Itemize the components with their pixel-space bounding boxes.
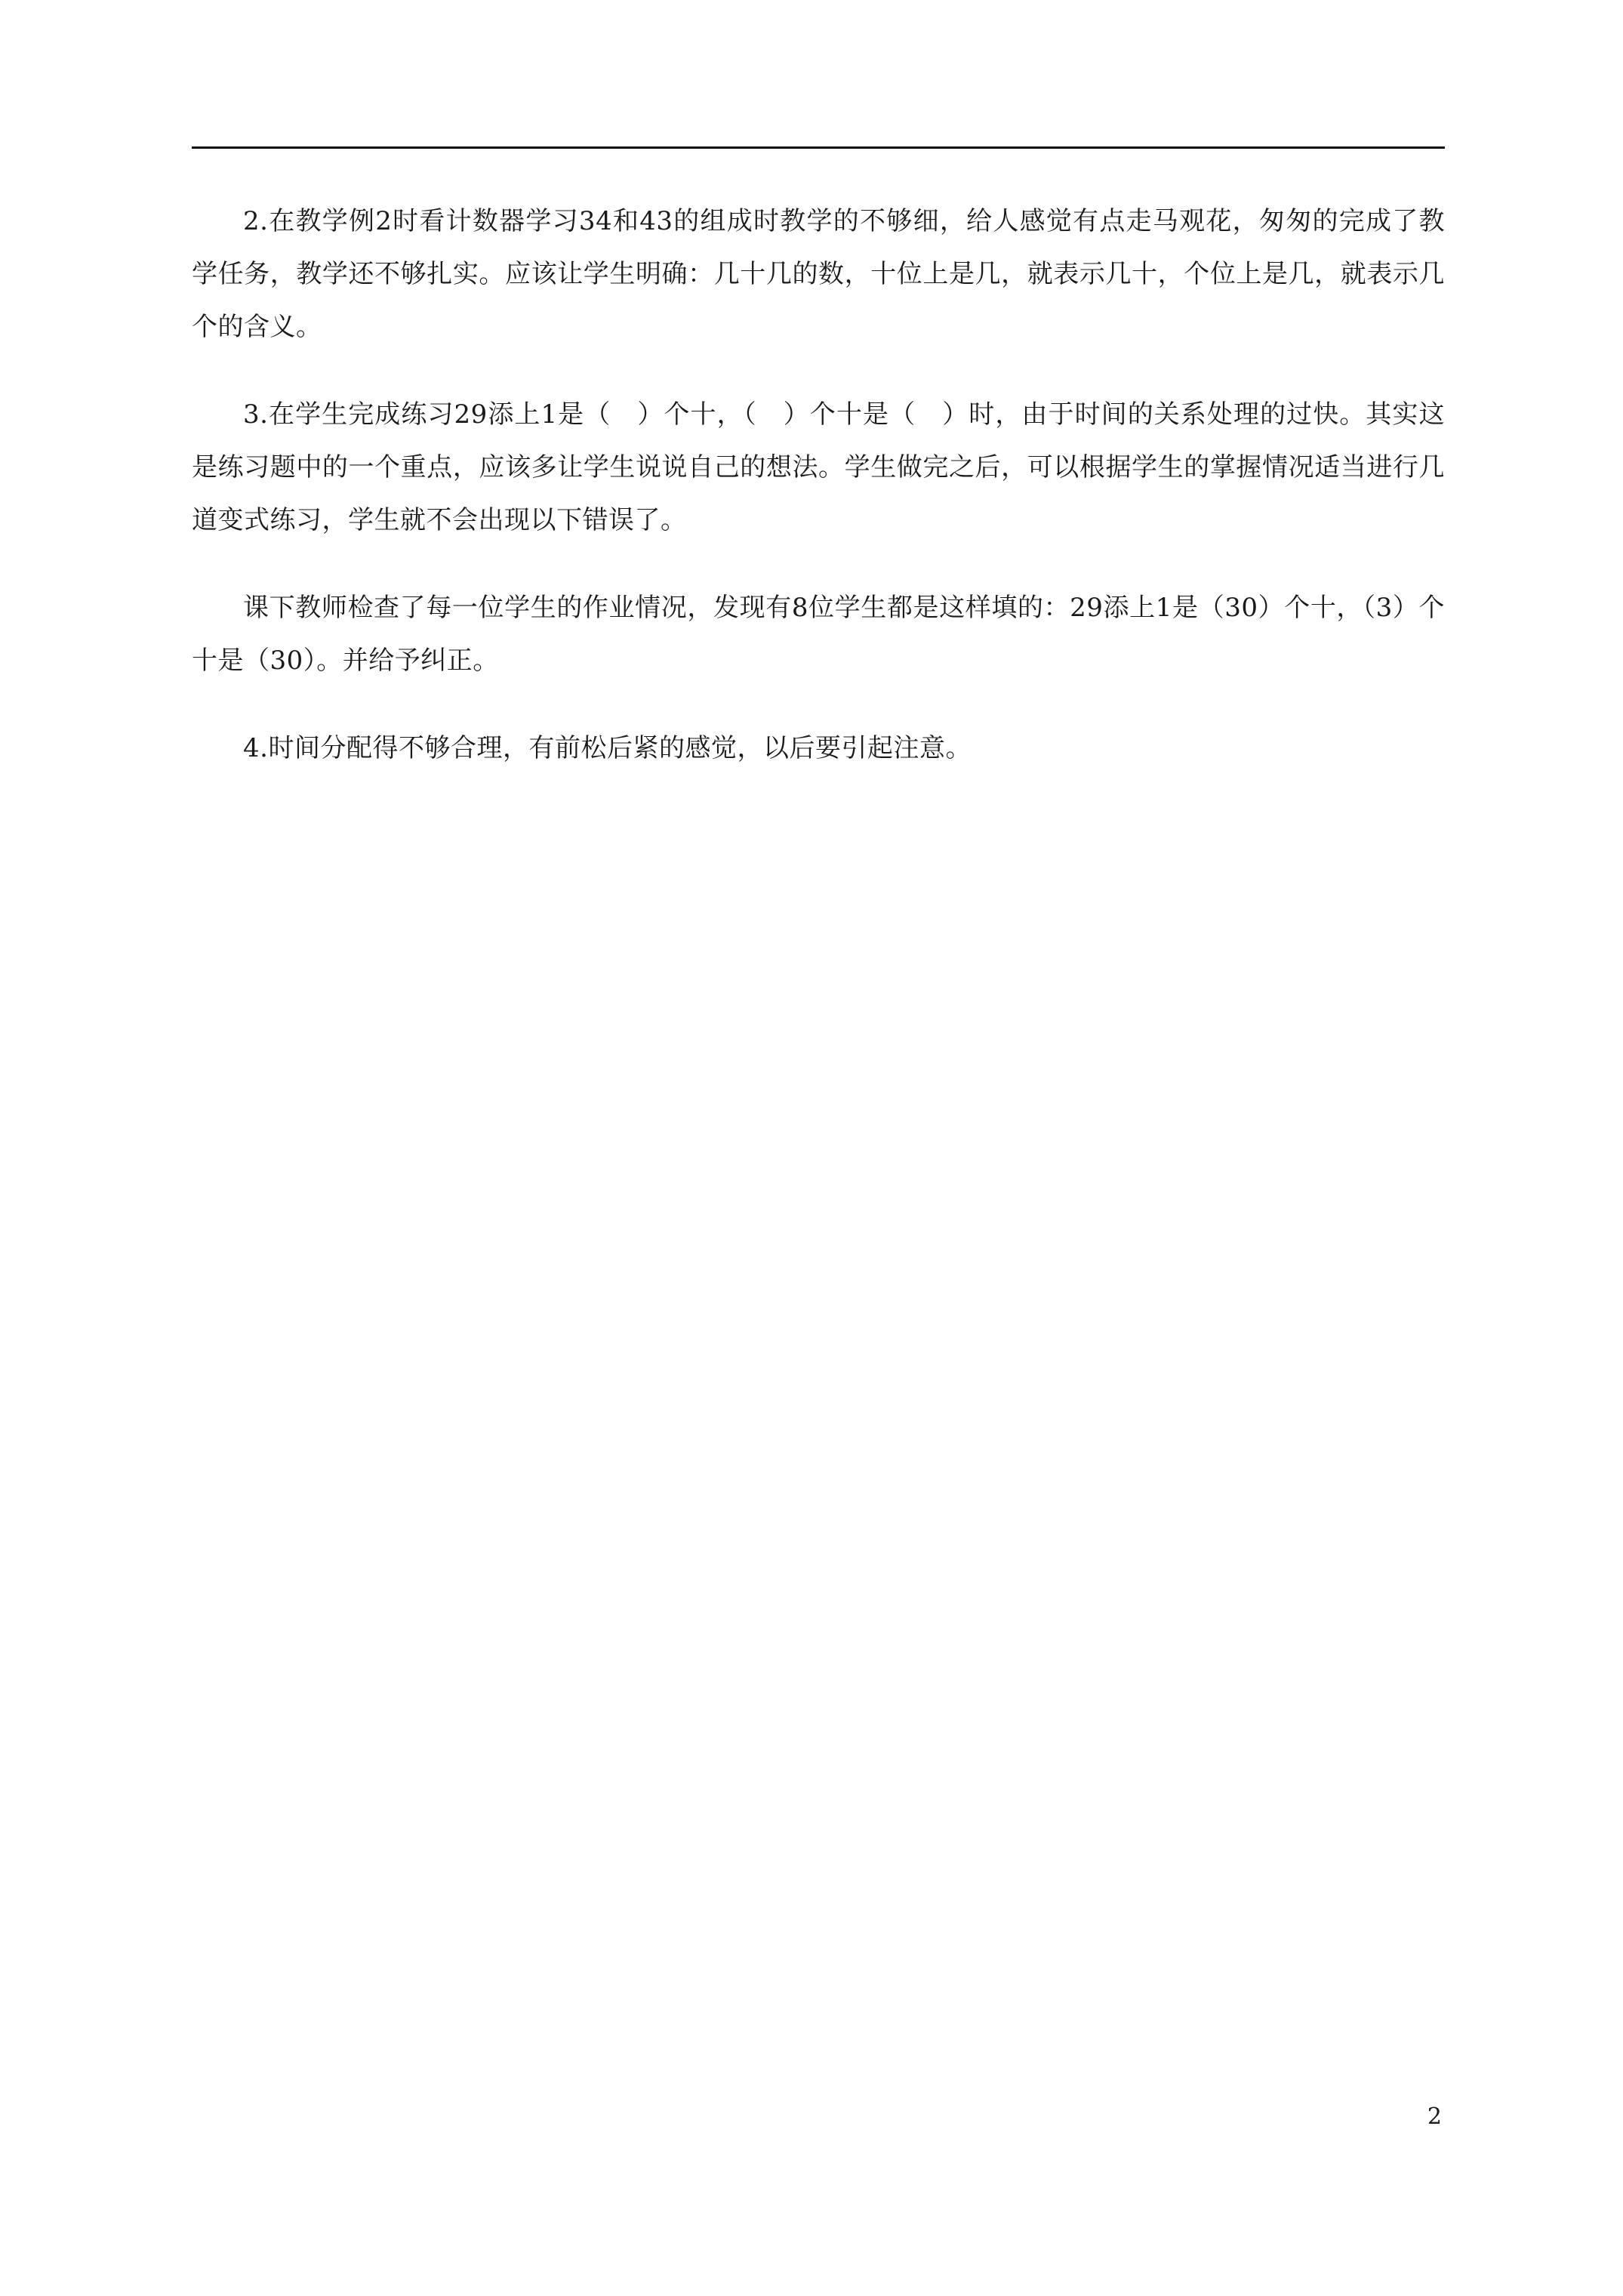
page-number: 2 [1427, 2103, 1442, 2130]
paragraph-homework-check: 课下教师检查了每一位学生的作业情况，发现有8位学生都是这样填的：29添上1是（30）个十，（3）个十是（30）。并给予纠正。 [192, 593, 1445, 676]
header-rule [192, 146, 1445, 149]
document-body [192, 195, 1445, 809]
paragraph-item-4: 4.时间分配得不够合理，有前松后紧的感觉，以后要引起注意。 [243, 733, 972, 763]
paragraph-item-2: 2.在教学例2时看计数器学习34和43的组成时教学的不够细，给人感觉有点走马观花，匆匆的完成了教学任务，教学还不够扎实。应该让学生明确：几十几的数，十位上是几，就表示几十，个位上是几，就表示几个的含义。 [192, 206, 1445, 342]
paragraph-item-3: 3.在学生完成练习29添上1是（ ）个十，（ ）个十是（ ）时，由于时间的关系处理的过快。其实这是练习题中的一个重点，应该多让学生说说自己的想法。学生做完之后，可以根据学生的掌握情况适当进行几道变式练习，学生就不会出现以下错误了。 [192, 399, 1445, 535]
